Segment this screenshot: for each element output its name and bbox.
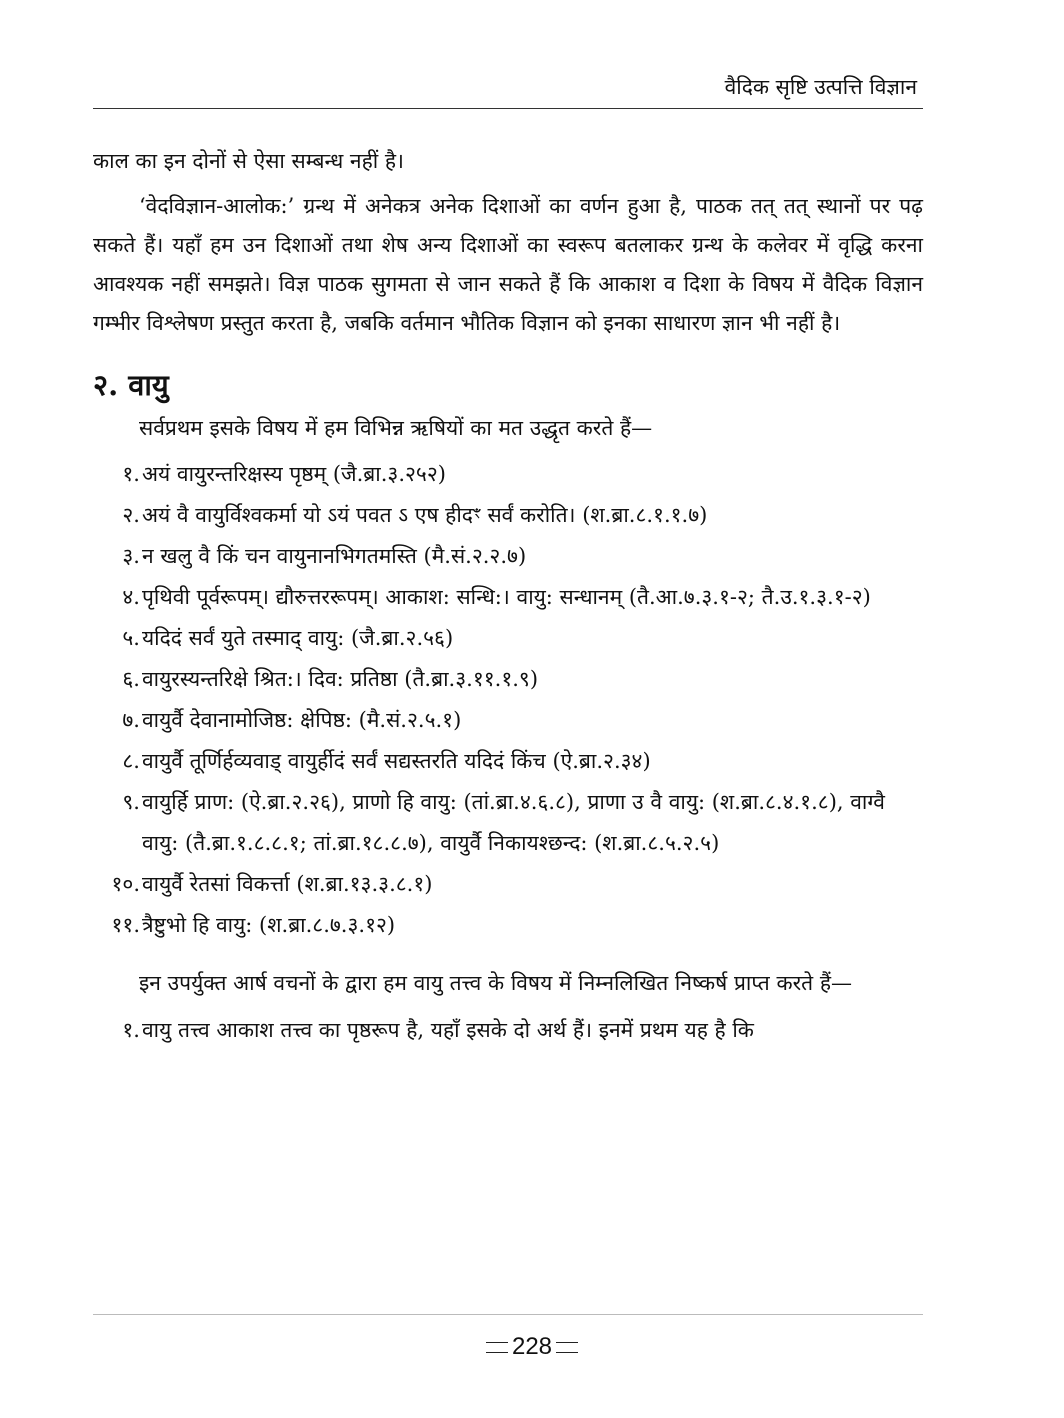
item-number: १०.	[111, 872, 140, 896]
item-text: न खलु वै किं चन वायुनानभिगतमस्ति (मै.सं.२.२.७)	[142, 544, 527, 568]
running-header	[93, 62, 923, 109]
item-number: २.	[122, 503, 140, 527]
section-heading: २. वायु	[93, 368, 169, 402]
page-body	[93, 142, 923, 1050]
item-number: ८.	[122, 749, 140, 773]
item-number: १.	[122, 462, 140, 486]
list-item	[93, 700, 923, 741]
list-item	[93, 659, 923, 700]
list-item	[93, 454, 923, 495]
item-text: वायुर्वै देवानामोजिष्ठ: क्षेपिष्ठ: (मै.सं.२.५.१)	[142, 708, 462, 732]
ornament-left	[486, 1342, 508, 1353]
item-text: पृथिवी पूर्वरूपम्। द्यौरुत्तररूपम्। आकाश: सन्धि:। वायु: सन्धानम् (तै.आ.७.३.१-२; तै.उ.१.३.१-२)	[142, 585, 871, 609]
list-item	[93, 1011, 923, 1050]
list-item	[93, 905, 923, 946]
item-number: ५.	[122, 626, 140, 650]
conclusion-intro: इन उपर्युक्त आर्ष वचनों के द्वारा हम वायु तत्त्व के विषय में निम्नलिखित निष्कर्ष प्राप्त करते हैं—	[139, 971, 852, 995]
item-text: वायुर्वै तूर्णिर्हव्यवाड् वायुर्हीदं सर्वं सद्यस्तरति यदिदं किंच (ऐ.ब्रा.२.३४)	[142, 749, 651, 773]
ornament-right	[556, 1342, 578, 1353]
quote-list	[93, 454, 923, 946]
item-number: ७.	[122, 708, 140, 732]
page-number-text: 228	[511, 1333, 553, 1360]
item-text: यदिदं सर्वं युते तस्माद् वायु: (जै.ब्रा.२.५६)	[142, 626, 454, 650]
list-item	[93, 618, 923, 659]
item-text: वायुरस्यन्तरिक्षे श्रित:। दिव: प्रतिष्ठा (तै.ब्रा.३.११.१.९)	[142, 667, 539, 691]
list-item	[93, 741, 923, 782]
list-item	[93, 536, 923, 577]
item-text: वायुर्वै रेतसां विकर्त्ता (श.ब्रा.१३.३.८.१)	[142, 872, 433, 896]
list-item	[93, 577, 923, 618]
item-text: वायुर्हि प्राण: (ऐ.ब्रा.२.२६), प्राणो हि वायु: (तां.ब्रा.४.६.८), प्राणा उ वै वायु: (श.ब्रा.८.४.१.८), वाग्वै वायु: (तै.ब्रा.१.८.८.१; तां.ब्रा.१८.८.७), वायुर्वै निकायश्छन्द: (श.ब्रा.८.५.२.५)	[142, 790, 885, 855]
item-text: वायु तत्त्व आकाश तत्त्व का पृष्ठरूप है, यहाँ इसके दो अर्थ हैं। इनमें प्रथम यह है कि	[142, 1018, 754, 1042]
item-number: १.	[122, 1018, 140, 1042]
section-intro: सर्वप्रथम इसके विषय में हम विभिन्न ऋषियों का मत उद्धृत करते हैं—	[139, 416, 653, 440]
item-number: ४.	[122, 585, 140, 609]
item-text: त्रैष्टुभो हि वायु: (श.ब्रा.८.७.३.१२)	[142, 913, 396, 937]
footer-divider	[93, 1314, 923, 1315]
page-number	[0, 1332, 1064, 1362]
item-text: अयं वायुरन्तरिक्षस्य पृष्ठम् (जै.ब्रा.३.२५२)	[142, 462, 446, 486]
item-text: अयं वै वायुर्विश्वकर्मा यो ऽयं पवत ऽ एष हीदꣳ सर्वं करोति। (श.ब्रा.८.१.१.७)	[142, 503, 708, 527]
item-number: ११.	[111, 913, 140, 937]
list-item	[93, 495, 923, 536]
item-number: ३.	[122, 544, 140, 568]
item-number: ६.	[122, 667, 140, 691]
paragraph: ‘वेदविज्ञान-आलोक:’ ग्रन्थ में अनेकत्र अनेक दिशाओं का वर्णन हुआ है, पाठक तत् तत् स्थानों पर पढ़ सकते हैं। यहाँ हम उन दिशाओं तथा शेष अन्य दिशाओं का स्वरूप बतलाकर ग्रन्थ के कलेवर में वृद्धि करना आवश्यक नहीं समझते। विज्ञ पाठक सुगमता से जान सकते हैं कि आकाश व दिशा के विषय में वैदिक विज्ञान गम्भीर विश्लेषण प्रस्तुत करता है, जबकि वर्तमान भौतिक विज्ञान को इनका साधारण ज्ञान भी नहीं है।	[93, 194, 923, 335]
item-number: ९.	[122, 790, 140, 814]
list-item	[93, 864, 923, 905]
list-item	[93, 782, 923, 864]
paragraph: काल का इन दोनों से ऐसा सम्बन्ध नहीं है।	[93, 149, 404, 173]
header-title: वैदिक सृष्टि उत्पत्ति विज्ञान	[724, 75, 917, 99]
